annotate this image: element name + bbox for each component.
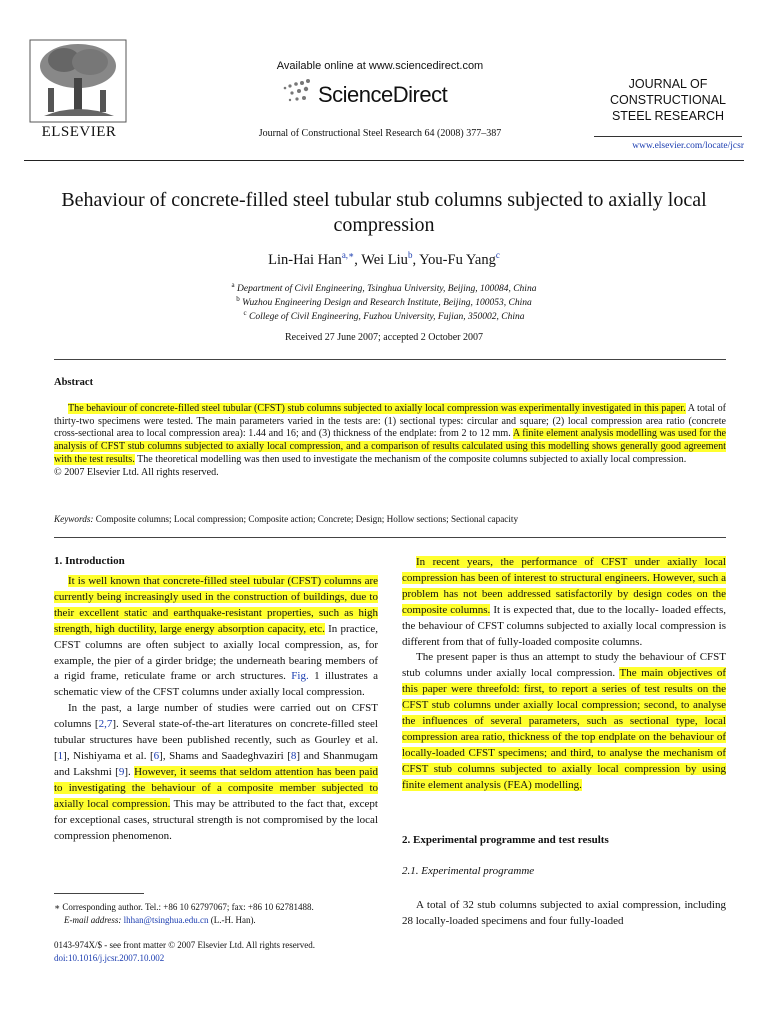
abstract-paragraph [54, 403, 726, 479]
body-paragraph [54, 701, 378, 844]
journal-name-line-2: CONSTRUCTIONAL [610, 93, 726, 107]
journal-name [594, 76, 742, 124]
highlighted-text: However, it seems that seldom attention has been paid to investigating the behaviour of a composite member subjected to axially local compression. [54, 765, 378, 810]
body-paragraph [54, 574, 378, 701]
affiliation [40, 281, 728, 294]
body-text: ]. [124, 765, 135, 778]
footnote-divider [54, 893, 144, 894]
abstract-top-divider [54, 359, 726, 360]
reference-link[interactable]: 6 [153, 749, 160, 762]
available-online-text: Available online at www.sciencedirect.com [276, 60, 484, 72]
highlighted-text: In recent years, the performance of CFST under axially local compression has been of interest to structural engineers. However, such a problem has not been addressed satisfactorily by design codes on the composite columns. [402, 556, 726, 616]
right-column-continued [402, 898, 726, 930]
affiliation-mark: c [243, 309, 247, 317]
footnote [54, 901, 378, 927]
email-line [54, 914, 378, 927]
body-text: This may be attributed to the fact that, except for exceptional cases, structural strength is not compromised by the local compression phenomenon. [54, 797, 378, 842]
email-tail: (L.-H. Han). [208, 915, 256, 925]
affiliation-text: Department of Civil Engineering, Tsinghua University, Beijing, 100084, China [237, 284, 537, 295]
keywords [54, 514, 726, 524]
author-name: You-Fu Yang [419, 251, 496, 268]
reference-link[interactable]: 2,7 [98, 718, 113, 731]
author-mark-link[interactable]: a,∗ [341, 250, 355, 260]
left-column [54, 574, 378, 844]
body-text: The present paper is thus an attempt to study the behaviour of CFST stub columns under axially local compression. [402, 651, 726, 680]
author-list: Lin-Hai Han$^{a,∗}$, Wei Liu$^b$, You-Fu Yang$^c$ [268, 250, 500, 268]
author-mark-link[interactable]: c [495, 250, 500, 260]
affiliation-mark: a [231, 281, 235, 289]
body-paragraph [402, 650, 726, 793]
affiliation-text: Wuzhou Engineering Design and Research Institute, Beijing, 100053, China [242, 298, 532, 309]
keywords-text: Composite columns; Local compression; Composite action; Concrete; Design; Hollow sections; Sectional capacity [93, 514, 519, 524]
affiliation [40, 295, 728, 308]
abstract-body [54, 403, 726, 479]
section-heading-experimental: 2. Experimental programme and test results [402, 834, 609, 846]
author-name: Lin-Hai Han [268, 251, 342, 268]
author-name: Wei Liu [361, 251, 408, 268]
journal-name-line-3: STEEL RESEARCH [611, 109, 725, 123]
publisher-name: ELSEVIER [41, 124, 117, 140]
figure-link[interactable]: Fig. [291, 670, 309, 683]
journal-citation: Journal of Constructional Steel Research 64 (2008) 377–387 [258, 128, 502, 139]
header-divider [24, 160, 744, 161]
journal-name-divider [594, 136, 742, 137]
section-heading-introduction: 1. Introduction [54, 555, 125, 567]
issn-notice: 0143-974X/$ - see front matter © 2007 Elsevier Ltd. All rights reserved. [54, 940, 316, 950]
highlighted-text: The behaviour of concrete-filled steel tubular (CFST) stub columns subjected to axially local compression was experimentally investigated in this paper. [68, 403, 686, 414]
elsevier-tree-logo [24, 36, 132, 126]
body-text: ], Shams and Saadeghvaziri [ [159, 749, 291, 762]
abstract-text: A total of thirty-two specimens were tested. The main parameters varied in the tests are: (1) sectional types: circular and square; (2) local compression area ratio (concrete cross-sectional area to local compression area): 1.44 and 16; and (3) thickness of the endplate: from 2 to 12 mm. [54, 403, 726, 440]
body-paragraph: A total of 32 stub columns subjected to axial compression, including 28 locally-loaded specimens and four fully-loaded [402, 899, 726, 927]
body-text: ], Nishiyama et al. [ [63, 749, 154, 762]
subsection-heading: 2.1. Experimental programme [402, 865, 535, 877]
highlighted-text: A finite element analysis modelling was used for the analysis of CFST stub columns subjected to axially local compression, and a comparison of results calculated using this modelling shows generally good agreement with the test results. [54, 428, 726, 465]
email-link[interactable]: lhhan@tsinghua.edu.cn [123, 915, 209, 925]
front-matter [54, 939, 394, 965]
sciencedirect-wordmark: ScienceDirect [318, 82, 448, 107]
body-text: In practice, CFST columns are often subject to axially local compression, as, for example, the pier of a girder bridge; the underneath bearing members of a rigid frame, reticulate frame or arch structures. [54, 622, 379, 683]
body-text: It is expected that, due to the locally- loaded effects, the behaviour of CFST columns subjected to axially local compression is different from that of fully-loaded composite columns. [402, 603, 726, 648]
highlighted-text: The main objectives of this paper were threefold: first, to report a series of test results on the CFST stub columns under axially local compression; second, to analyse the influences of several parameters, such as sectional type, local compression area ratio, thickness of the top endplate on the behaviour of locally-loaded CFST specimens; and third, to analyse the mechanism of CFST stub columns subjected to axially local compression by using finite element analysis (FEA) modelling. [402, 667, 726, 791]
received-dates: Received 27 June 2007; accepted 2 October 2007 [285, 332, 483, 343]
affiliation [40, 309, 728, 322]
abstract-bottom-divider [54, 537, 726, 538]
body-text: 1 illustrates a schematic view of the CFST columns under axially local compression. [54, 670, 378, 699]
affiliation-text: College of Civil Engineering, Fuzhou University, Fujian, 350002, China [249, 312, 525, 323]
author-mark-link[interactable]: b [407, 250, 413, 260]
reference-link[interactable]: 8 [290, 749, 297, 762]
right-column [402, 555, 726, 794]
body-text: ]. Several state-of-the-art literatures on concrete-filled steel tubular structures have been published recently, such as Gourley et al. [ [54, 718, 378, 762]
highlighted-text: It is well known that concrete-filled steel tubular (CFST) columns are currently being increasingly used in the construction of buildings, due to their excellent static and earthquake-resistant properties, such as high strength, high ductility, large energy absorption capacity, etc. [54, 575, 378, 635]
article-title: Behaviour of concrete-filled steel tubular stub columns subjected to axially local compression [61, 189, 707, 236]
copyright-notice: © 2007 Elsevier Ltd. All rights reserved. [54, 466, 219, 478]
abstract-heading: Abstract [54, 377, 94, 388]
reference-link[interactable]: 1 [57, 749, 64, 762]
doi-link[interactable]: doi:10.1016/j.jcsr.2007.10.002 [54, 953, 165, 963]
affiliation-mark: b [236, 295, 240, 303]
body-text: In the past, a large number of studies were carried out on CFST columns [ [54, 702, 378, 731]
journal-url-link[interactable]: www.elsevier.com/locate/jcsr [632, 141, 744, 151]
sciencedirect-dots-icon [282, 78, 312, 104]
email-label: E-mail address: [64, 915, 122, 925]
body-paragraph [402, 555, 726, 650]
body-text: ] and Shanmugam and Lakshmi [ [54, 749, 378, 778]
journal-name-line-1: JOURNAL OF [628, 77, 708, 91]
corresponding-author-note: ∗ Corresponding author. Tel.: +86 10 62797067; fax: +86 10 62781488. [54, 902, 314, 912]
reference-link[interactable]: 9 [118, 765, 125, 778]
abstract-text: The theoretical modelling was then used to investigate the mechanism of the composite columns subjected to axially local compression. [134, 453, 687, 465]
keywords-label: Keywords: [54, 514, 94, 524]
